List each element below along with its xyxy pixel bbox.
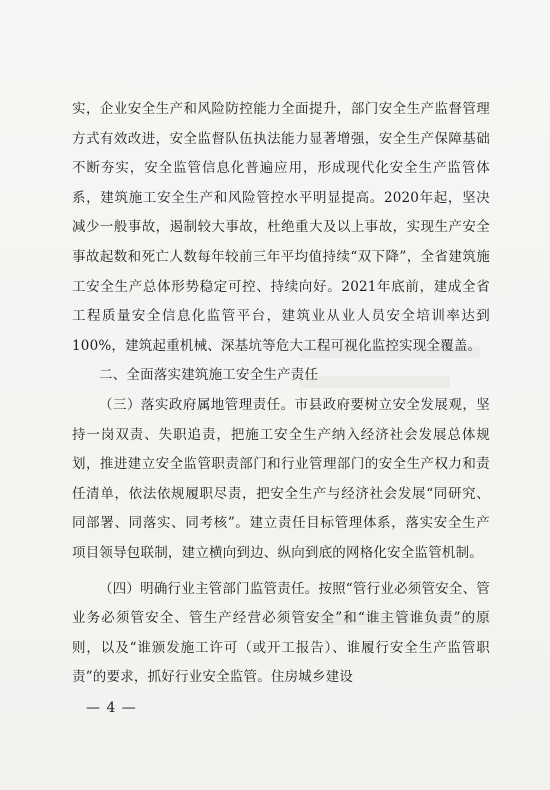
- page-number: — 4 —: [86, 700, 137, 716]
- section-3-paragraph: （三）落实政府属地管理责任。市县政府要树立安全发展观，坚持一岗双责、失职追责，把施工安全生产纳入经济社会发展总体规划，推进建立安全监管职责部门和行业管理部门的安全生产权力和责任清单，依法依规履职尽责，把安全生产与经济社会发展“同研究、同部署、同落实、同考核”。建立责任目标管理体系，落实安全生产项目领导包联制，建立横向到边、纵向到底的网格化安全监管机制。: [72, 396, 490, 561]
- document-body: [72, 95, 490, 693]
- section-4-paragraph: （四）明确行业主管部门监管责任。按照“管行业必须管安全、管业务必须管安全、管生产经营必须管安全”和“谁主管谁负责”的原则，以及“谁颁发施工许可（或开工报告）、谁履行安全生产监管职责”的要求，抓好行业安全监管。住房城乡建设: [72, 580, 490, 686]
- section-heading: 二、全面落实建筑施工安全生产责任: [99, 367, 319, 384]
- body-paragraph: 实，企业安全生产和风险防控能力全面提升，部门安全生产监督管理方式有效改进，安全监督队伍执法能力显著增强，安全生产保障基础不断夯实，安全监管信息化普遍应用，形成现代化安全生产监管体系，建筑施工安全生产和风险管控水平明显提高。2020年起，坚决减少一般事故，遏制较大事故，杜绝重大及以上事故，实现生产安全事故起数和死亡人数每年较前三年平均值持续“双下降”，全省建筑施工安全生产总体形势稳定可控、持续向好。2021年底前，建成全省工程质量安全信息化监管平台，建筑业从业人员安全培训率达到100%，建筑起重机械、深基坑等危大工程可视化监控实现全覆盖。: [72, 101, 490, 354]
